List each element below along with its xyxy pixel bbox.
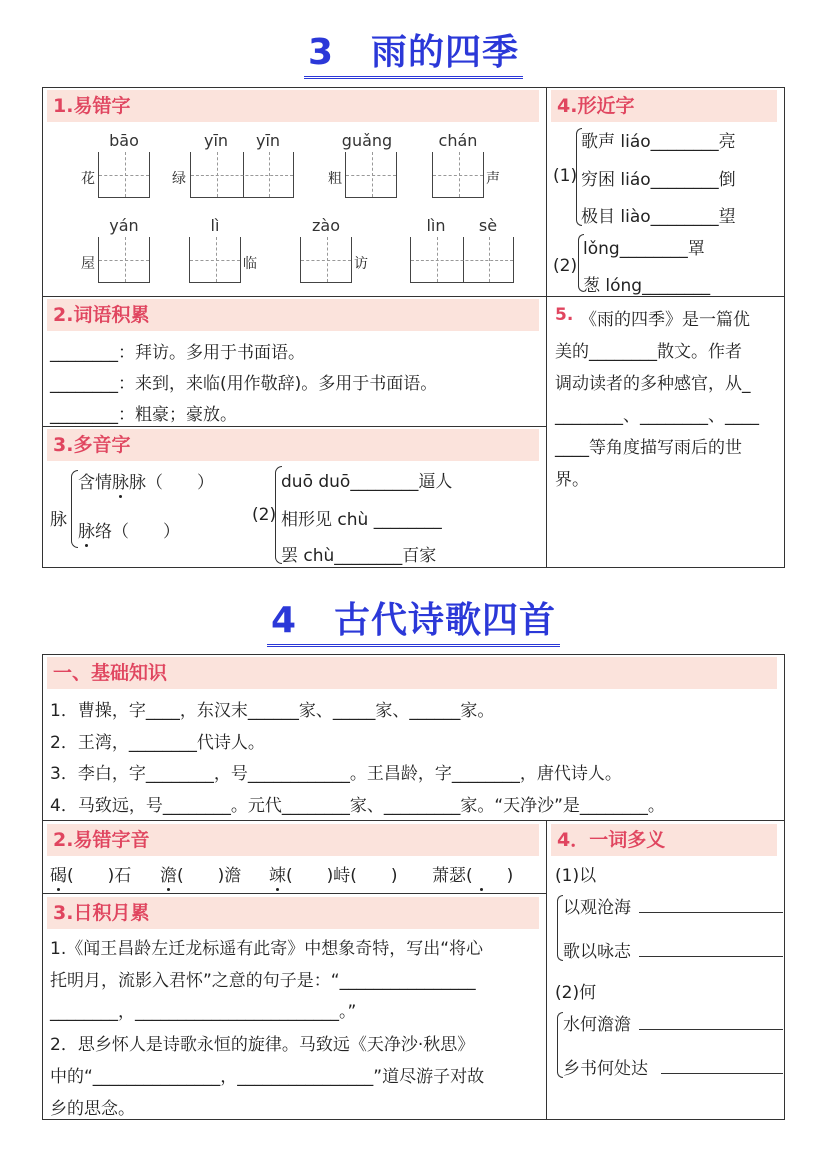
vocab-line: ________：粗豪；豪放。 — [50, 405, 237, 425]
daily-line: ________，________________________。” — [50, 1002, 357, 1022]
section-heading-typos: 1.易错字 — [47, 90, 539, 122]
similar-label-2: (2) — [553, 256, 578, 276]
section-heading-similar: 4.形近字 — [551, 90, 777, 122]
polysemy-line: 水何澹澹 — [563, 1015, 631, 1035]
polyphone-item-2: 脉络（ ） — [78, 522, 180, 542]
polysemy-line: 以观沧海 — [563, 898, 631, 918]
writing-grid[interactable] — [190, 152, 294, 198]
q5-line: 美的________散文。作者 — [555, 342, 742, 362]
writing-grid[interactable] — [98, 152, 150, 198]
similar-line: 穷困 liáo________倒 — [581, 170, 736, 190]
basics-line: 3．李白，字________，号____________。王昌龄，字________，唐代诗人。 — [50, 764, 622, 784]
writing-grid[interactable] — [300, 237, 352, 283]
polyphone-fill: 罢 chù________百家 — [281, 546, 437, 566]
polyphone-item-1: 含情脉脉（ ） — [78, 473, 214, 493]
lesson3-title: 3 雨的四季 — [0, 32, 827, 79]
similar-line: 歌声 liáo________亮 — [581, 132, 736, 152]
char-lin: 临 — [243, 256, 257, 272]
pinyin-lin: lìn — [426, 216, 446, 235]
lesson4-title: 4 古代诗歌四首 — [0, 600, 827, 647]
daily-line: 中的“_______________，________________”道尽游子对故 — [50, 1067, 485, 1087]
daily-line: 1.《闻王昌龄左迁龙标遥有此寄》中想象奇特，写出“将心 — [50, 939, 484, 959]
basics-line: 1．曹操，字____，东汉末______家、_____家、______家。 — [50, 701, 495, 721]
daily-line: 托明月，流影入君怀”之意的句子是：“________________ — [50, 971, 476, 991]
char-sheng: 声 — [486, 171, 500, 187]
pinyin-chan: chán — [438, 131, 478, 150]
pronunciation-item: 澹( )澹 — [160, 866, 242, 886]
q5-line: ________、________、____ — [555, 406, 759, 426]
pronunciation-item: 萧瑟( ) — [432, 866, 514, 886]
char-hua: 花 — [81, 171, 95, 187]
polyphone-char: 脉 — [50, 510, 67, 530]
writing-grid[interactable] — [432, 152, 484, 198]
char-lv: 绿 — [172, 171, 186, 187]
char-wu: 屋 — [81, 256, 95, 272]
section-heading-pronunciation: 2.易错字音 — [47, 824, 539, 856]
char-cu: 粗 — [328, 171, 342, 187]
vocab-line: ________：来到，来临(用作敬辞)。多用于书面语。 — [50, 374, 438, 394]
daily-line: 乡的思念。 — [50, 1099, 135, 1119]
brace-icon — [71, 470, 78, 548]
polysemy-label-1: (1)以 — [555, 866, 597, 886]
polyphone-fill: 相形见 chù ________ — [281, 510, 442, 530]
daily-line: 2．思乡怀人是诗歌永恒的旋律。马致远《天净沙·秋思》 — [50, 1035, 475, 1055]
basics-line: 4．马致远，号________。元代________家、_________家。“天净沙”是________。 — [50, 796, 665, 816]
pinyin-yin-2: yīn — [255, 131, 281, 150]
q5-line: ____等角度描写雨后的世 — [555, 438, 742, 458]
basics-line: 2．王湾，________代诗人。 — [50, 733, 265, 753]
q5-number: 5. — [555, 305, 574, 325]
pinyin-bao: bāo — [109, 131, 139, 150]
vocab-line: ________：拜访。多用于书面语。 — [50, 343, 305, 363]
writing-grid[interactable] — [98, 237, 150, 283]
polyphone-label-2: (2) — [252, 505, 277, 525]
writing-grid[interactable] — [410, 237, 514, 283]
pinyin-se: sè — [478, 216, 498, 235]
polyphone-fill: duō duō________逼人 — [281, 472, 453, 492]
similar-line: lǒng________罩 — [583, 239, 705, 259]
q5-line: 《雨的四季》是一篇优 — [580, 310, 750, 330]
pinyin-guang: guǎng — [341, 131, 393, 150]
pinyin-yin-1: yīn — [203, 131, 229, 150]
section-heading-polysemy: 4．一词多义 — [551, 824, 777, 856]
section-heading-polyphone: 3.多音字 — [47, 429, 539, 461]
pinyin-li: lì — [210, 216, 220, 235]
polysemy-line: 歌以咏志 — [563, 942, 631, 962]
polysemy-line: 乡书何处达 — [563, 1059, 648, 1079]
pinyin-zao: zào — [312, 216, 340, 235]
char-fang: 访 — [354, 256, 368, 272]
writing-grid[interactable] — [345, 152, 397, 198]
section-heading-daily: 3.日积月累 — [47, 897, 539, 929]
pronunciation-item: 碣( )石 — [50, 866, 132, 886]
pinyin-yan: yán — [109, 216, 139, 235]
similar-line: 极目 liào________望 — [581, 207, 736, 227]
similar-label-1: (1) — [553, 166, 578, 186]
writing-grid[interactable] — [189, 237, 241, 283]
q5-line: 调动读者的多种感官，从_ — [555, 374, 751, 394]
similar-line: 葱 lóng________ — [583, 276, 711, 296]
section-heading-vocab: 2.词语积累 — [47, 299, 539, 331]
q5-line: 界。 — [555, 470, 589, 490]
polysemy-label-2: (2)何 — [555, 983, 597, 1003]
pronunciation-item: 竦( )峙( ) — [269, 866, 398, 886]
section-heading-basics: 一、基础知识 — [47, 657, 777, 689]
